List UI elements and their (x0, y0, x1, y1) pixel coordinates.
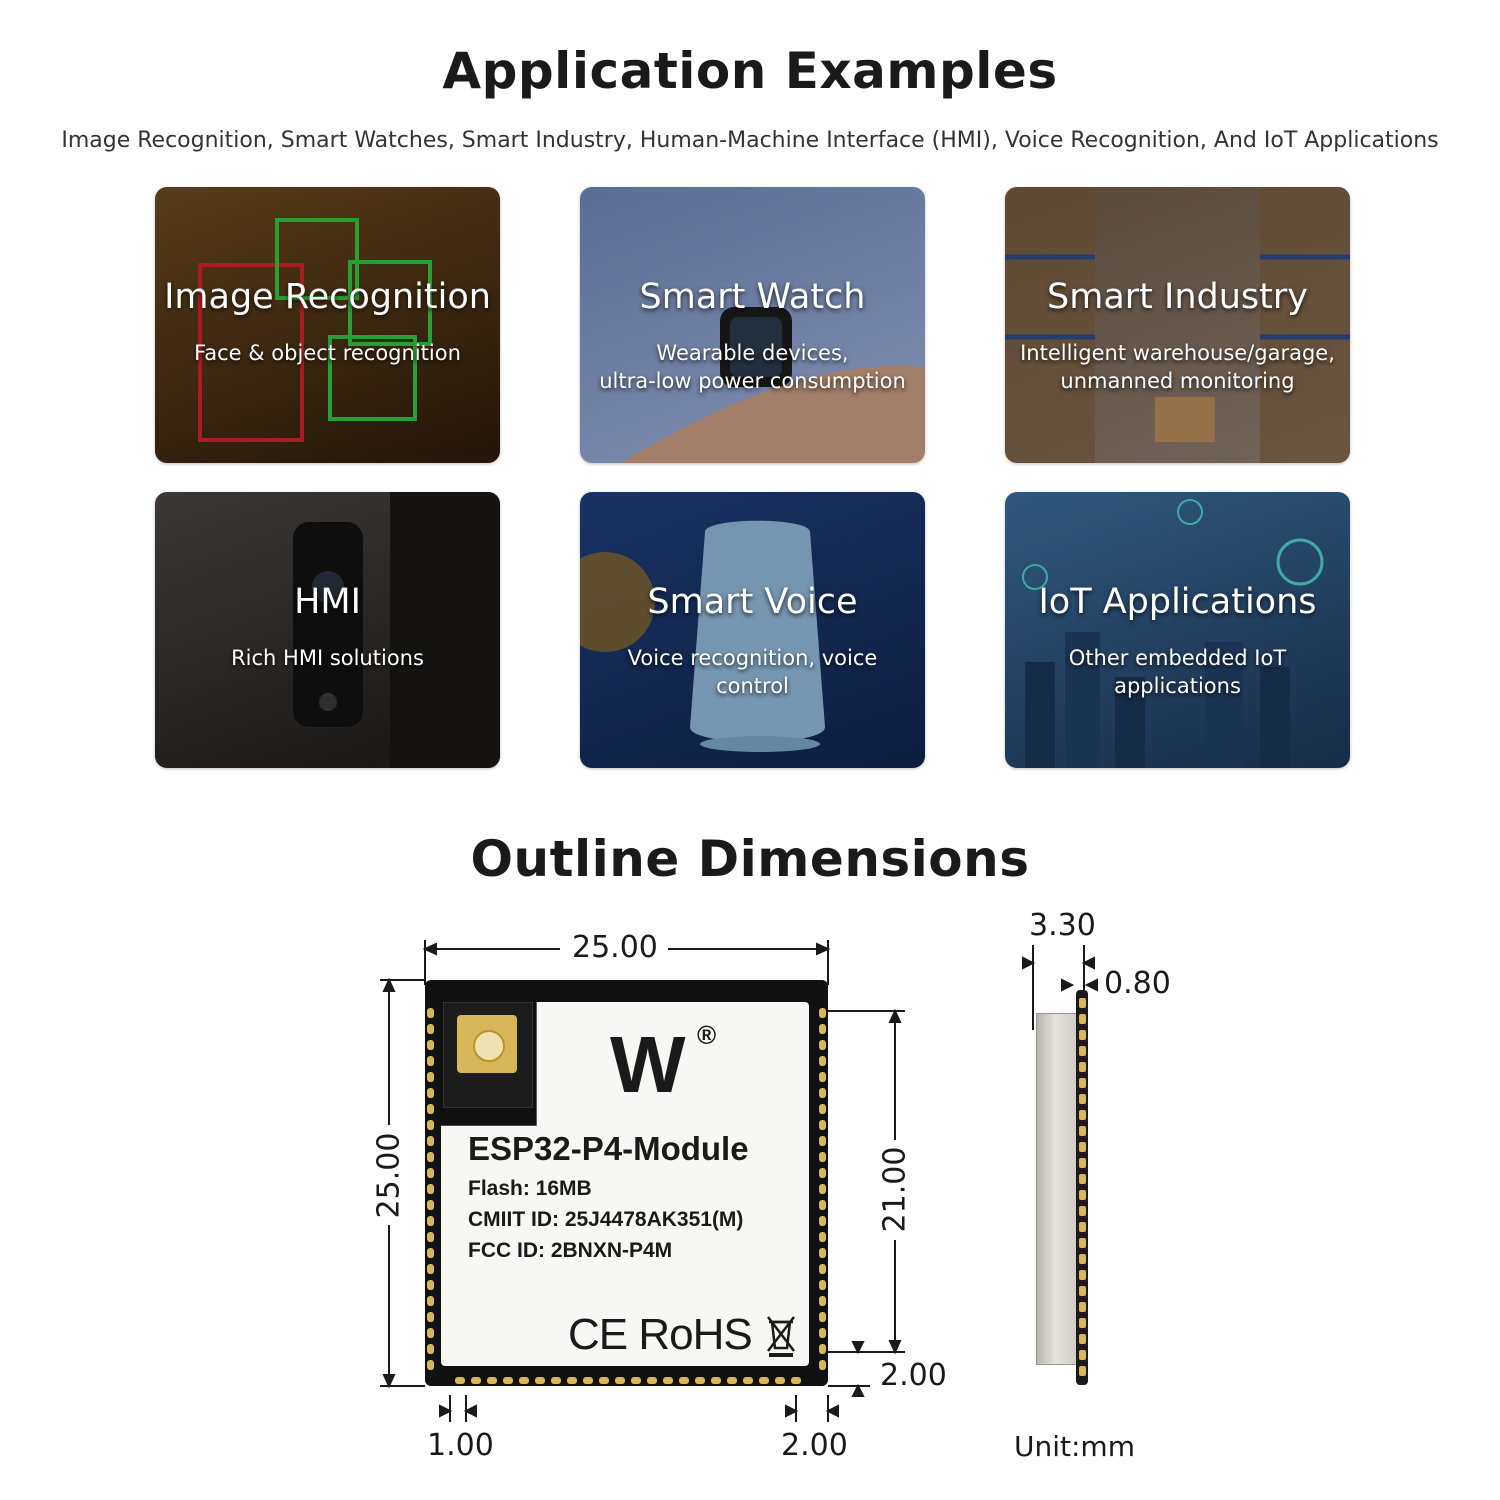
dim-thickness: 3.30 (1029, 908, 1096, 943)
compliance-marks: CE RoHS (568, 1310, 752, 1359)
waveshare-logo: W (610, 1020, 680, 1109)
dim-pcb-thickness: 0.80 (1104, 966, 1171, 1001)
card-description: Face & object recognition (194, 341, 461, 365)
module-board (425, 980, 828, 1386)
side-pads (1076, 990, 1088, 1385)
unit-label: Unit:mm (1014, 1430, 1135, 1463)
dim-bottom-margin: 2.00 (880, 1358, 947, 1393)
dim-pin-pitch: 1.00 (427, 1428, 494, 1463)
dim-shield-height: 21.00 (877, 1146, 913, 1233)
module-fcc-id: FCC ID: 2BNXN-P4M (468, 1239, 673, 1262)
module-name: ESP32-P4-Module (468, 1130, 749, 1167)
registered-mark: ® (697, 1020, 717, 1050)
card-title: HMI (294, 582, 361, 622)
weee-bin-icon (765, 1314, 797, 1358)
dim-top-width: 25.00 (572, 930, 658, 965)
ufl-connector-icon (457, 1015, 517, 1073)
card-title: Smart Voice (647, 582, 858, 622)
dim-left-height: 25.00 (371, 1132, 407, 1219)
card-description: Wearable devices, ultra-low power consumption (599, 341, 906, 393)
card-description: Rich HMI solutions (231, 646, 424, 670)
section-title-applications: Application Examples (442, 42, 1058, 100)
card-description: Voice recognition, voice control (627, 646, 878, 698)
section-title-dimensions: Outline Dimensions (470, 830, 1030, 888)
module-flash: Flash: 16MB (468, 1177, 592, 1200)
card-title: Smart Watch (639, 277, 866, 317)
antenna-area (443, 1002, 533, 1108)
side-view-shield (1036, 1013, 1079, 1365)
applications-subtitle: Image Recognition, Smart Watches, Smart Industry, Human-Machine Interface (HMI), Voice Recognition, And IoT Applications (61, 128, 1439, 153)
card-title: IoT Applications (1038, 582, 1317, 622)
card-title: Smart Industry (1047, 277, 1308, 317)
card-description: Intelligent warehouse/garage, unmanned monitoring (1020, 341, 1335, 393)
dim-edge-margin: 2.00 (781, 1428, 848, 1463)
module-cmiit-id: CMIIT ID: 25J4478AK351(M) (468, 1208, 744, 1231)
card-title: Image Recognition (164, 277, 491, 317)
card-description: Other embedded IoT applications (1068, 646, 1287, 698)
side-view-pcb (1076, 990, 1088, 1385)
